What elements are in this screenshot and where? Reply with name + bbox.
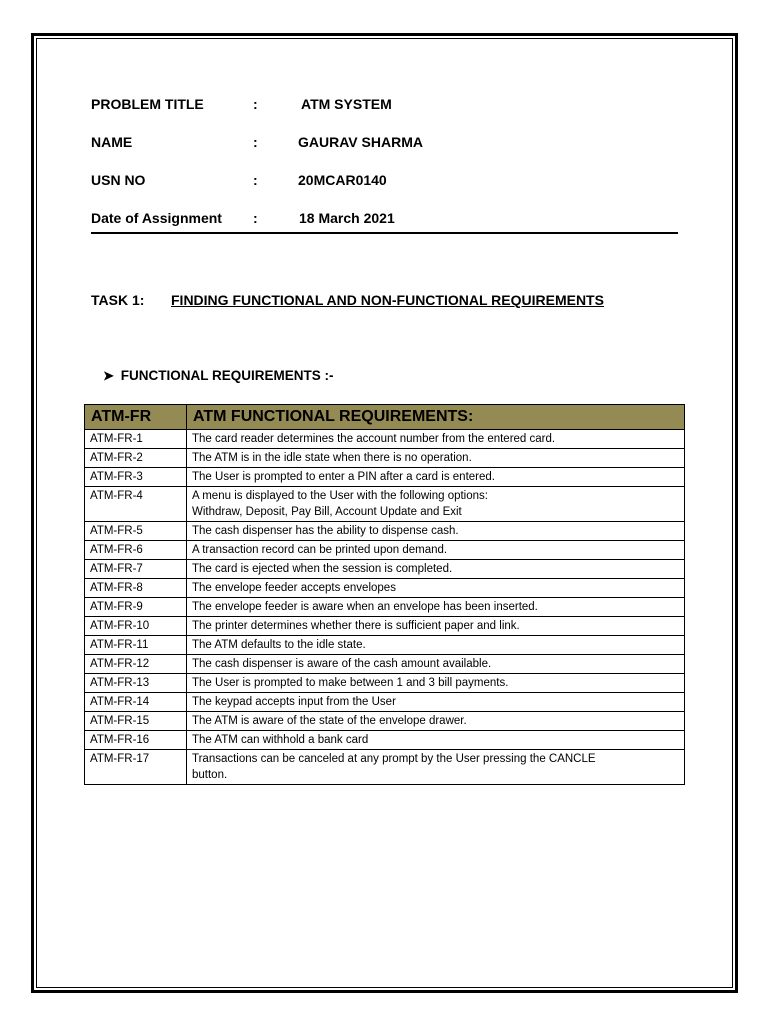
header-row-name xyxy=(91,134,681,172)
req-id: ATM-FR-17 xyxy=(85,750,187,785)
table-row xyxy=(85,541,685,560)
task-label: TASK 1: xyxy=(91,292,145,308)
header-label: USN NO xyxy=(91,172,146,188)
req-desc: The cash dispenser has the ability to dispense cash. xyxy=(187,522,685,541)
table-row xyxy=(85,712,685,731)
header-value: GAURAV SHARMA xyxy=(298,134,423,150)
header-label: NAME xyxy=(91,134,133,150)
table-row xyxy=(85,636,685,655)
req-id: ATM-FR-10 xyxy=(85,617,187,636)
table-row xyxy=(85,468,685,487)
table-row xyxy=(85,693,685,712)
col-header-desc: ATM FUNCTIONAL REQUIREMENTS: xyxy=(187,405,685,430)
table-row xyxy=(85,617,685,636)
req-desc xyxy=(187,487,685,522)
req-id: ATM-FR-6 xyxy=(85,541,187,560)
task-title: FINDING FUNCTIONAL AND NON-FUNCTIONAL REQUIREMENTS xyxy=(171,292,604,308)
arrow-bullet-icon: ➤ xyxy=(103,368,114,383)
section-heading xyxy=(103,368,334,384)
header-row-problem-title xyxy=(91,96,681,134)
table-row xyxy=(85,560,685,579)
requirements-table xyxy=(84,404,685,785)
table-row xyxy=(85,522,685,541)
header-label: Date of Assignment xyxy=(91,210,222,226)
req-desc: The User is prompted to enter a PIN after a card is entered. xyxy=(187,468,685,487)
req-desc: The ATM defaults to the idle state. xyxy=(187,636,685,655)
req-id: ATM-FR-14 xyxy=(85,693,187,712)
table-row xyxy=(85,655,685,674)
req-desc: The ATM can withhold a bank card xyxy=(187,731,685,750)
header-colon: : xyxy=(253,134,258,150)
req-desc: The envelope feeder is aware when an envelope has been inserted. xyxy=(187,598,685,617)
table-row xyxy=(85,750,685,785)
header-value: 18 March 2021 xyxy=(299,210,395,226)
assignment-header xyxy=(91,96,681,248)
req-desc: The envelope feeder accepts envelopes xyxy=(187,579,685,598)
table-row xyxy=(85,674,685,693)
req-id: ATM-FR-16 xyxy=(85,731,187,750)
req-id: ATM-FR-11 xyxy=(85,636,187,655)
req-desc-line: Withdraw, Deposit, Pay Bill, Account Update and Exit xyxy=(192,506,462,518)
req-desc: The cash dispenser is aware of the cash amount available. xyxy=(187,655,685,674)
req-desc: The ATM is in the idle state when there is no operation. xyxy=(187,449,685,468)
header-rule xyxy=(91,232,678,234)
table-row xyxy=(85,731,685,750)
table-row xyxy=(85,430,685,449)
header-value: ATM SYSTEM xyxy=(301,96,392,112)
header-value: 20MCAR0140 xyxy=(298,172,387,188)
req-desc xyxy=(187,750,685,785)
table-row xyxy=(85,598,685,617)
req-desc-line: A menu is displayed to the User with the following options: xyxy=(192,490,488,502)
req-desc: The ATM is aware of the state of the envelope drawer. xyxy=(187,712,685,731)
header-label: PROBLEM TITLE xyxy=(91,96,204,112)
req-desc: The card is ejected when the session is completed. xyxy=(187,560,685,579)
req-desc: The keypad accepts input from the User xyxy=(187,693,685,712)
req-desc: The printer determines whether there is sufficient paper and link. xyxy=(187,617,685,636)
req-id: ATM-FR-9 xyxy=(85,598,187,617)
req-id: ATM-FR-4 xyxy=(85,487,187,522)
req-desc-line: Transactions can be canceled at any prompt by the User pressing the CANCLE xyxy=(192,753,596,765)
table-row xyxy=(85,487,685,522)
header-colon: : xyxy=(253,96,258,112)
req-desc-line: button. xyxy=(192,769,228,781)
header-colon: : xyxy=(253,210,258,226)
req-desc: A transaction record can be printed upon demand. xyxy=(187,541,685,560)
section-heading-text: FUNCTIONAL REQUIREMENTS :- xyxy=(120,368,334,383)
col-header-id: ATM-FR xyxy=(85,405,187,430)
req-id: ATM-FR-13 xyxy=(85,674,187,693)
req-id: ATM-FR-12 xyxy=(85,655,187,674)
req-desc: The card reader determines the account number from the entered card. xyxy=(187,430,685,449)
req-id: ATM-FR-15 xyxy=(85,712,187,731)
req-desc: The User is prompted to make between 1 and 3 bill payments. xyxy=(187,674,685,693)
req-id: ATM-FR-2 xyxy=(85,449,187,468)
table-row xyxy=(85,579,685,598)
header-colon: : xyxy=(253,172,258,188)
header-row-date xyxy=(91,210,681,248)
req-id: ATM-FR-1 xyxy=(85,430,187,449)
req-id: ATM-FR-3 xyxy=(85,468,187,487)
req-id: ATM-FR-8 xyxy=(85,579,187,598)
req-id: ATM-FR-7 xyxy=(85,560,187,579)
req-id: ATM-FR-5 xyxy=(85,522,187,541)
table-row xyxy=(85,449,685,468)
table-header-row xyxy=(85,405,685,430)
header-row-usn xyxy=(91,172,681,210)
